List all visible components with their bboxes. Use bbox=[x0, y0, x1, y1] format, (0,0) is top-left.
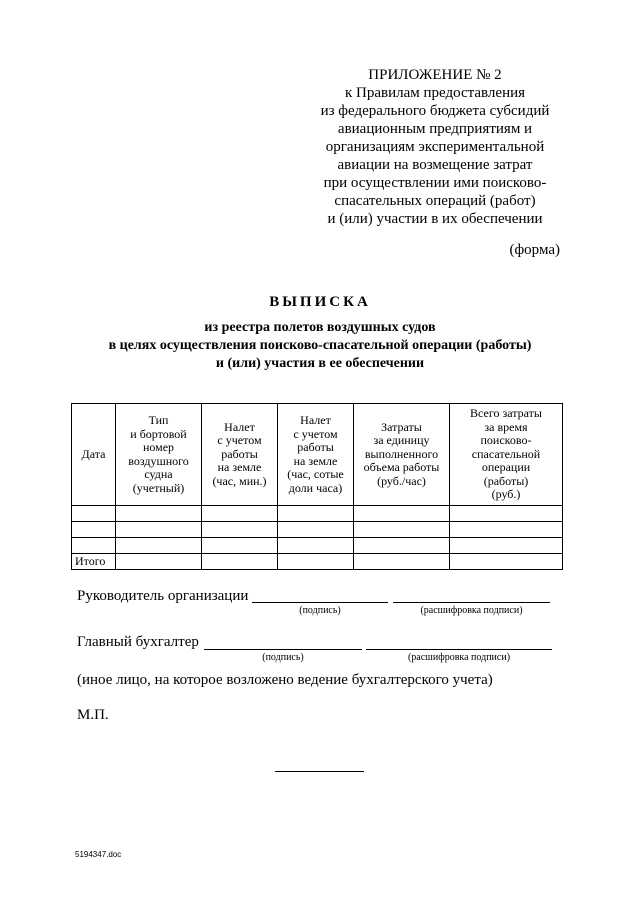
header-unit-cost: Затраты за единицу выполненного объема работы (руб./час) bbox=[354, 404, 450, 506]
accountant-decode-caption: (расшифровка подписи) bbox=[407, 652, 511, 663]
subtitle-line: и (или) участия в ее обеспечении bbox=[215, 356, 425, 371]
table-row bbox=[72, 506, 563, 522]
header-flight-time-decimal: Налет с учетом работы на земле (час, сотые доли часа) bbox=[278, 404, 354, 506]
appendix-line: организациям экспериментальной bbox=[325, 139, 545, 155]
file-name: 5194347.doc bbox=[75, 850, 122, 859]
head-signature-line bbox=[252, 602, 388, 603]
head-decode-caption: (расшифровка подписи) bbox=[420, 605, 523, 616]
accountant-signature-caption: (подпись) bbox=[262, 652, 304, 663]
appendix-line: ПРИЛОЖЕНИЕ № 2 bbox=[368, 67, 502, 83]
table-row bbox=[72, 538, 563, 554]
form-label: (форма) bbox=[509, 242, 560, 258]
table-row bbox=[72, 522, 563, 538]
registry-table bbox=[71, 403, 563, 570]
appendix-line: из федерального бюджета субсидий bbox=[320, 103, 550, 119]
appendix-line: к Правилам предоставления bbox=[344, 85, 526, 101]
separator-line bbox=[275, 771, 364, 772]
appendix-line: авиации на возмещение затрат bbox=[337, 157, 533, 173]
other-person-note: (иное лицо, на которое возложено ведение бухгалтерского учета) bbox=[77, 672, 493, 688]
head-signature-caption: (подпись) bbox=[299, 605, 341, 616]
accountant-signature-line bbox=[204, 649, 362, 650]
accountant-signature-label: Главный бухгалтер bbox=[77, 634, 199, 650]
appendix-block bbox=[290, 66, 580, 228]
header-total-cost: Всего затраты за время поисково- спасательной операции (работы) (руб.) bbox=[450, 404, 563, 506]
appendix-line: и (или) участии в их обеспечении bbox=[327, 211, 543, 227]
document-subtitle bbox=[60, 319, 580, 373]
table-header-row bbox=[72, 404, 563, 506]
subtitle-line: из реестра полетов воздушных судов bbox=[204, 320, 436, 335]
appendix-line: при осуществлении ими поисково- bbox=[323, 175, 547, 191]
head-signature-label: Руководитель организации bbox=[77, 588, 249, 604]
stamp-place: М.П. bbox=[77, 707, 109, 723]
header-flight-time-minutes: Налет с учетом работы на земле (час, мин.) bbox=[202, 404, 278, 506]
total-label: Итого bbox=[72, 554, 116, 570]
table-total-row bbox=[72, 554, 563, 570]
header-aircraft-type: Тип и бортовой номер воздушного судна (учетный) bbox=[116, 404, 202, 506]
accountant-decode-line bbox=[366, 649, 552, 650]
appendix-line: спасательных операций (работ) bbox=[334, 193, 536, 209]
head-decode-line bbox=[393, 602, 550, 603]
subtitle-line: в целях осуществления поисково-спасательной операции (работы) bbox=[108, 338, 532, 353]
header-date: Дата bbox=[72, 404, 116, 506]
appendix-line: авиационным предприятиям и bbox=[337, 121, 533, 137]
document-title: ВЫПИСКА bbox=[269, 294, 371, 310]
